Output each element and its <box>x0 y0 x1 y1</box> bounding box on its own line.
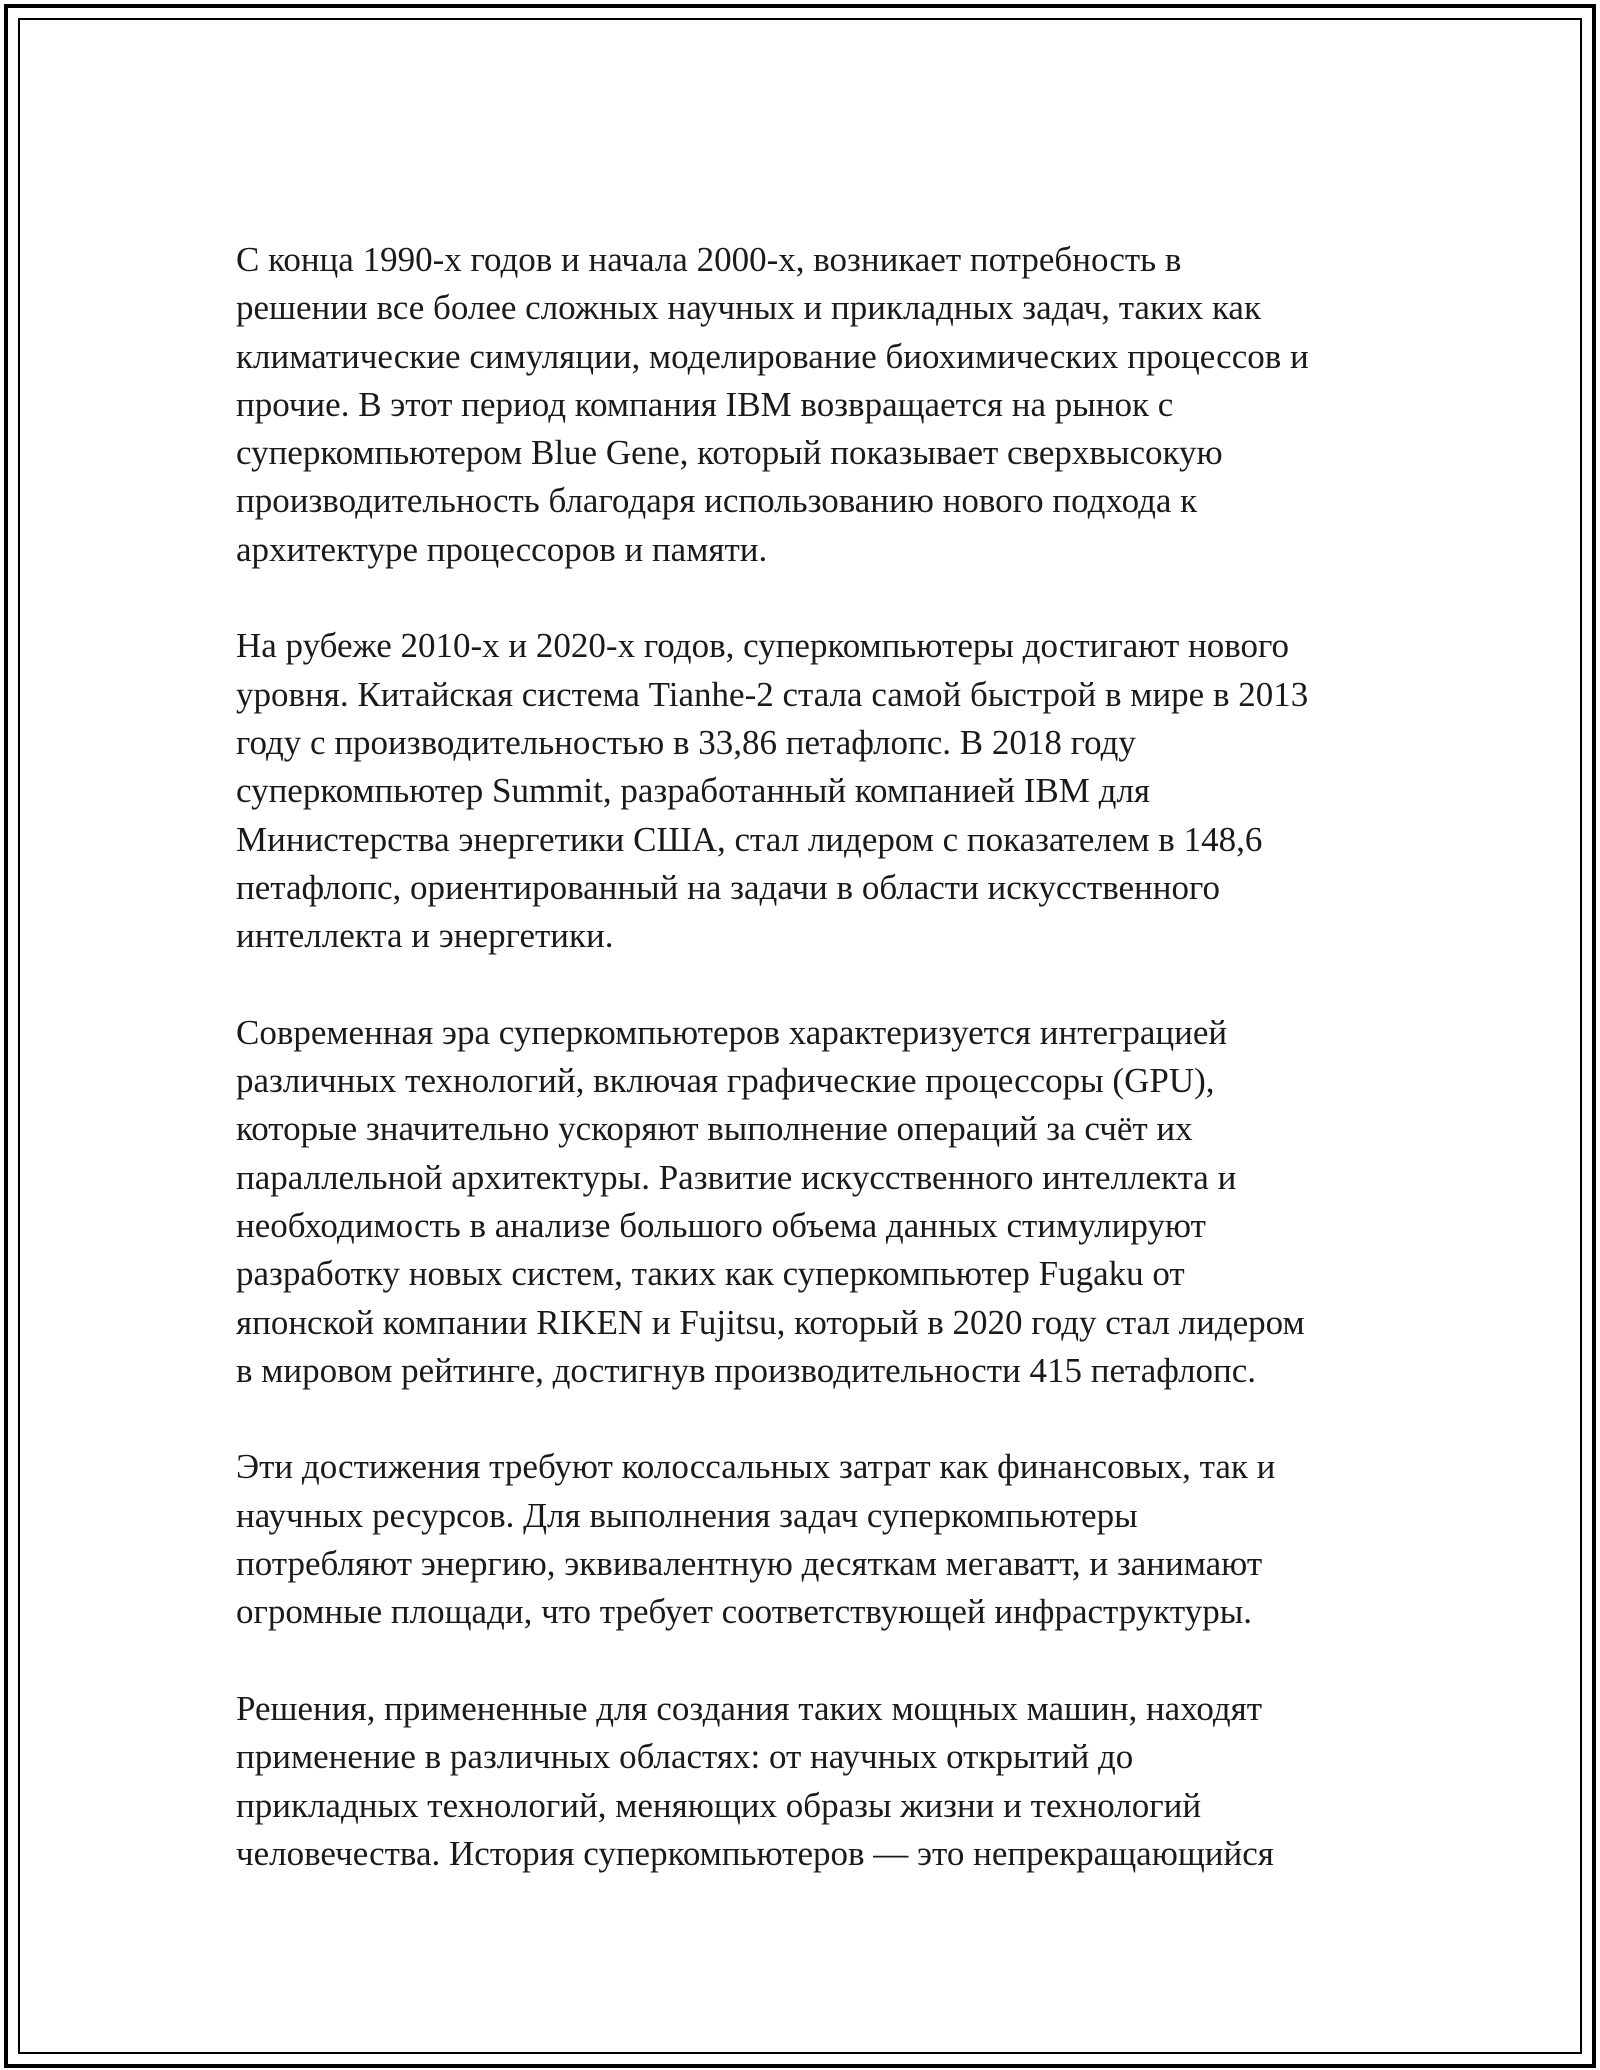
paragraph-1: С конца 1990-х годов и начала 2000-х, возникает потребность в решении все более сложных научных и прикладных задач, таких как климатические симуляции, моделирование биохимических процессов и прочие. В этот период компания IBM возвращается на рынок с суперкомпьютером Blue Gene, который показывает сверхвысокую производительность благодаря использованию нового подхода к архитектуре процессоров и памяти. <box>236 240 1309 569</box>
paragraph-4: Эти достижения требуют колоссальных затрат как финансовых, так и научных ресурсов. Для выполнения задач суперкомпьютеры потребляют энергию, эквивалентную десяткам мегаватт, и занимают огромные площади, что требует соответствующей инфраструктуры. <box>236 1447 1276 1632</box>
paragraph-2: На рубеже 2010-х и 2020-х годов, суперкомпьютеры достигают нового уровня. Китайская система Tianhe-2 стала самой быстрой в мире в 2013 году с производительностью в 33,86 петафлопс. В 2018 году суперкомпьютер Summit, разработанный компанией IBM для Министерства энергетики США, стал лидером с показателем в 148,6 петафлопс, ориентированный на задачи в области искусственного интеллекта и энергетики. <box>236 626 1309 956</box>
paragraph-5: Решения, примененные для создания таких мощных машин, находят применение в различных областях: от научных открытий до прикладных технологий, меняющих образы жизни и технологий человечества. История суперкомпьютеров — это непрекращающийся <box>236 1688 1274 1873</box>
document-body <box>236 236 1376 1926</box>
paragraph-3: Современная эра суперкомпьютеров характеризуется интеграцией различных технологий, включая графические процессоры (GPU), которые значительно ускоряют выполнение операций за счёт их параллельной архитектуры. Развитие искусственного интеллекта и необходимость в анализе большого объема данных стимулируют разработку новых систем, таких как суперкомпьютер Fugaku от японской компании RIKEN и Fujitsu, который в 2020 году стал лидером в мировом рейтинге, достигнув производительности 415 петафлопс. <box>236 1012 1305 1390</box>
